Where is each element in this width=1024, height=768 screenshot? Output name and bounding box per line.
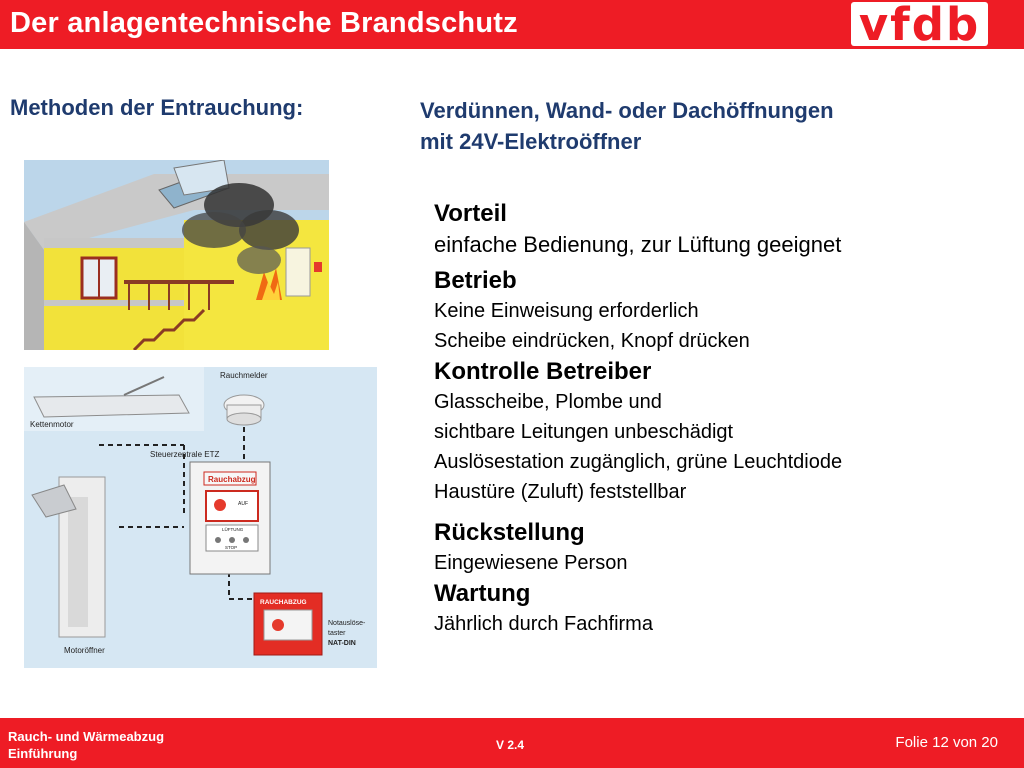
methods-value-line1: Verdünnen, Wand- oder Dachöffnungen <box>420 98 834 123</box>
slide-number: Folie 12 von 20 <box>895 734 998 751</box>
kontrolle-line: Auslösestation zugänglich, grüne Leuchtdiode <box>434 451 843 473</box>
content-list <box>434 198 994 639</box>
section-title-wartung: Wartung <box>434 580 531 607</box>
section-title-vorteil: Vorteil <box>434 200 507 227</box>
label-notausloese: Notauslöse- <box>328 620 366 627</box>
section-title-kontrolle: Kontrolle Betreiber <box>434 358 652 385</box>
label-motoroeffner: Motoröffner <box>64 646 105 655</box>
label-kettenmotor: Kettenmotor <box>30 420 74 429</box>
methods-label: Methoden der Entrauchung: <box>10 95 304 120</box>
section-title-betrieb: Betrieb <box>434 267 517 294</box>
footer-course <box>8 728 164 762</box>
betrieb-line: Keine Einweisung erforderlich <box>434 300 699 322</box>
footer-course-line2: Einführung <box>8 746 78 761</box>
methods-value <box>420 95 1000 157</box>
kontrolle-line: Haustüre (Zuluft) feststellbar <box>434 481 687 503</box>
vorteil-text: einfache Bedienung, zur Lüftung geeignet <box>434 232 842 257</box>
building-smoke-illustration <box>24 160 329 350</box>
slide-title: Der anlagentechnische Brandschutz <box>10 7 518 39</box>
label-auf: AUF <box>238 501 248 507</box>
betrieb-line: Scheibe eindrücken, Knopf drücken <box>434 330 750 352</box>
section-title-rueckstellung: Rückstellung <box>434 519 585 546</box>
logo-text: vfdb <box>858 0 981 51</box>
label-panel-rauchabzug: Rauchabzug <box>208 475 256 484</box>
footer-course-line1: Rauch- und Wärmeabzug <box>8 729 165 744</box>
rueckstellung-text: Eingewiesene Person <box>434 552 628 574</box>
label-natdin: NAT-DIN <box>328 640 356 647</box>
methods-value-line2: mit 24V-Elektroöffner <box>420 129 642 154</box>
footer-bar <box>0 718 1024 768</box>
label-rauchmelder: Rauchmelder <box>220 371 268 380</box>
kontrolle-line: Glasscheibe, Plombe und <box>434 391 662 413</box>
wartung-text: Jährlich durch Fachfirma <box>434 613 653 635</box>
smoke-extraction-components-illustration <box>24 367 377 668</box>
label-lueftung: LÜFTUNG <box>222 527 244 532</box>
label-stop: STOP <box>225 545 238 550</box>
label-steuerzentrale: Steuerzentrale ETZ <box>150 450 220 459</box>
kontrolle-line: sichtbare Leitungen unbeschädigt <box>434 421 734 443</box>
label-alarm-rauchabzug: RAUCHABZUG <box>260 599 307 606</box>
label-taster: taster <box>328 630 346 637</box>
footer-version: V 2.4 <box>496 738 525 752</box>
vfdb-logo <box>851 0 988 51</box>
header-bar <box>0 0 1024 49</box>
